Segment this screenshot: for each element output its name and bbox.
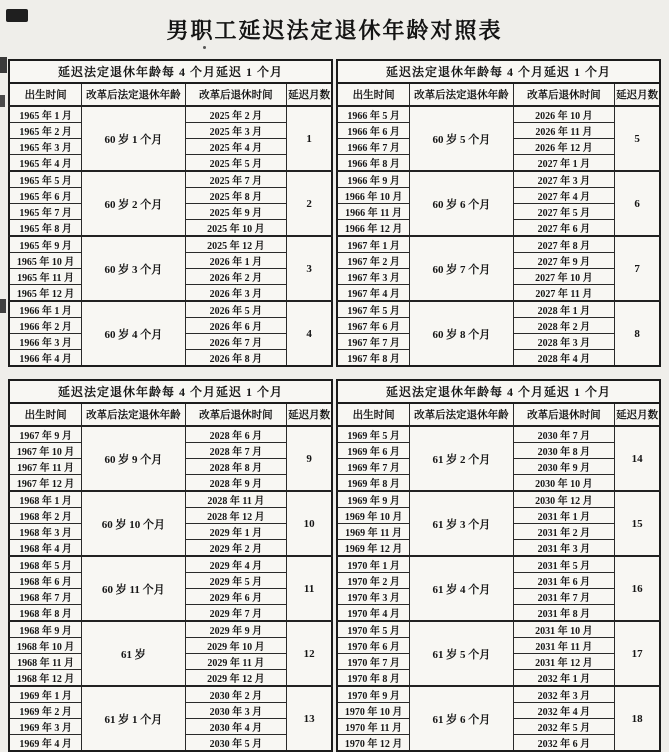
delay-months-cell: 6 (615, 171, 660, 236)
birth-date-cell: 1969 年 7 月 (337, 459, 410, 475)
retirement-date-cell: 2026 年 8 月 (185, 350, 287, 367)
table-row (9, 171, 332, 188)
retirement-date-cell: 2026 年 3 月 (185, 285, 287, 302)
table-row (337, 236, 660, 253)
retirement-age-cell: 61 岁 5 个月 (410, 621, 513, 686)
delay-months-cell: 13 (287, 686, 332, 751)
birth-date-cell: 1966 年 12 月 (337, 220, 410, 237)
delay-months-cell: 9 (287, 426, 332, 491)
retirement-table (8, 379, 333, 752)
panel-header-row (337, 60, 660, 83)
column-header-row (9, 403, 332, 426)
birth-date-cell: 1967 年 10 月 (9, 443, 82, 459)
scan-artifact (0, 57, 7, 73)
retirement-age-cell: 61 岁 2 个月 (410, 426, 513, 491)
birth-date-cell: 1965 年 12 月 (9, 285, 82, 302)
birth-date-cell: 1970 年 8 月 (337, 670, 410, 687)
table-row (9, 556, 332, 573)
retirement-date-cell: 2025 年 7 月 (185, 171, 287, 188)
table-row (9, 426, 332, 443)
retirement-date-cell: 2032 年 1 月 (513, 670, 615, 687)
scan-artifact (0, 95, 5, 107)
retirement-date-cell: 2027 年 9 月 (513, 253, 615, 269)
table-row (337, 171, 660, 188)
retirement-date-cell: 2028 年 7 月 (185, 443, 287, 459)
retirement-date-cell: 2031 年 11 月 (513, 638, 615, 654)
retirement-date-cell: 2029 年 5 月 (185, 573, 287, 589)
delay-months-cell: 11 (287, 556, 332, 621)
retirement-age-cell: 60 岁 11 个月 (82, 556, 185, 621)
retirement-date-cell: 2027 年 6 月 (513, 220, 615, 237)
retirement-date-cell: 2026 年 6 月 (185, 318, 287, 334)
retirement-date-cell: 2030 年 10 月 (513, 475, 615, 492)
retirement-age-cell: 60 岁 2 个月 (82, 171, 185, 236)
birth-date-cell: 1965 年 7 月 (9, 204, 82, 220)
table-panel-bottom-left (8, 379, 333, 752)
retirement-date-cell: 2031 年 1 月 (513, 508, 615, 524)
birth-date-cell: 1969 年 11 月 (337, 524, 410, 540)
retirement-date-cell: 2031 年 5 月 (513, 556, 615, 573)
retirement-date-cell: 2028 年 8 月 (185, 459, 287, 475)
retirement-date-cell: 2032 年 5 月 (513, 719, 615, 735)
birth-date-cell: 1966 年 1 月 (9, 301, 82, 318)
retirement-date-cell: 2026 年 5 月 (185, 301, 287, 318)
page-title: 男职工延迟法定退休年龄对照表 (166, 18, 503, 43)
birth-date-cell: 1967 年 12 月 (9, 475, 82, 492)
retirement-date-cell: 2030 年 3 月 (185, 703, 287, 719)
birth-date-cell: 1970 年 9 月 (337, 686, 410, 703)
retirement-date-cell: 2028 年 2 月 (513, 318, 615, 334)
retirement-date-cell: 2030 年 2 月 (185, 686, 287, 703)
birth-date-cell: 1965 年 4 月 (9, 155, 82, 172)
delay-months-cell: 8 (615, 301, 660, 366)
birth-date-cell: 1969 年 5 月 (337, 426, 410, 443)
birth-date-cell: 1966 年 9 月 (337, 171, 410, 188)
table-panel-bottom-right (336, 379, 661, 752)
retirement-date-cell: 2025 年 2 月 (185, 106, 287, 123)
column-header: 出生时间 (337, 403, 410, 426)
retirement-age-cell: 61 岁 4 个月 (410, 556, 513, 621)
table-row (337, 301, 660, 318)
retirement-date-cell: 2025 年 9 月 (185, 204, 287, 220)
retirement-age-cell: 60 岁 5 个月 (410, 106, 513, 171)
column-header-row (337, 403, 660, 426)
retirement-date-cell: 2030 年 8 月 (513, 443, 615, 459)
retirement-date-cell: 2029 年 7 月 (185, 605, 287, 622)
delay-months-cell: 15 (615, 491, 660, 556)
table-row (337, 491, 660, 508)
retirement-date-cell: 2028 年 6 月 (185, 426, 287, 443)
retirement-date-cell: 2031 年 2 月 (513, 524, 615, 540)
birth-date-cell: 1965 年 10 月 (9, 253, 82, 269)
retirement-date-cell: 2026 年 10 月 (513, 106, 615, 123)
scan-artifact (0, 299, 6, 313)
birth-date-cell: 1968 年 6 月 (9, 573, 82, 589)
birth-date-cell: 1969 年 12 月 (337, 540, 410, 557)
birth-date-cell: 1968 年 2 月 (9, 508, 82, 524)
retirement-date-cell: 2026 年 2 月 (185, 269, 287, 285)
retirement-date-cell: 2027 年 10 月 (513, 269, 615, 285)
retirement-date-cell: 2028 年 9 月 (185, 475, 287, 492)
retirement-date-cell: 2029 年 11 月 (185, 654, 287, 670)
table-row (9, 686, 332, 703)
birth-date-cell: 1969 年 8 月 (337, 475, 410, 492)
birth-date-cell: 1966 年 8 月 (337, 155, 410, 172)
retirement-date-cell: 2029 年 10 月 (185, 638, 287, 654)
birth-date-cell: 1968 年 12 月 (9, 670, 82, 687)
retirement-date-cell: 2032 年 6 月 (513, 735, 615, 752)
retirement-date-cell: 2028 年 4 月 (513, 350, 615, 367)
table-panel-top-right (336, 59, 661, 367)
retirement-date-cell: 2030 年 5 月 (185, 735, 287, 752)
birth-date-cell: 1966 年 2 月 (9, 318, 82, 334)
panel-header-row (9, 60, 332, 83)
table-row (9, 491, 332, 508)
delay-months-cell: 18 (615, 686, 660, 751)
retirement-date-cell: 2029 年 2 月 (185, 540, 287, 557)
birth-date-cell: 1970 年 3 月 (337, 589, 410, 605)
retirement-age-cell: 61 岁 6 个月 (410, 686, 513, 751)
retirement-date-cell: 2025 年 3 月 (185, 123, 287, 139)
retirement-age-cell: 60 岁 3 个月 (82, 236, 185, 301)
retirement-date-cell: 2029 年 4 月 (185, 556, 287, 573)
column-header-row (337, 83, 660, 106)
delay-months-cell: 12 (287, 621, 332, 686)
table-row (9, 236, 332, 253)
delay-months-cell: 14 (615, 426, 660, 491)
column-header: 改革后法定退休年龄 (82, 83, 185, 106)
retirement-date-cell: 2028 年 11 月 (185, 491, 287, 508)
column-header: 改革后法定退休年龄 (82, 403, 185, 426)
delay-months-cell: 16 (615, 556, 660, 621)
birth-date-cell: 1969 年 2 月 (9, 703, 82, 719)
table-row (337, 556, 660, 573)
retirement-date-cell: 2025 年 12 月 (185, 236, 287, 253)
birth-date-cell: 1968 年 8 月 (9, 605, 82, 622)
panel-header-row (337, 380, 660, 403)
scan-artifact (203, 46, 206, 49)
table-row (337, 106, 660, 123)
column-header: 延迟月数 (287, 83, 332, 106)
column-header: 改革后退休时间 (185, 83, 287, 106)
retirement-date-cell: 2032 年 3 月 (513, 686, 615, 703)
delay-months-cell: 2 (287, 171, 332, 236)
birth-date-cell: 1966 年 6 月 (337, 123, 410, 139)
retirement-date-cell: 2026 年 7 月 (185, 334, 287, 350)
retirement-table (336, 59, 661, 367)
panel-header: 延迟法定退休年龄每 4 个月延迟 1 个月 (9, 60, 332, 83)
retirement-age-cell: 60 岁 10 个月 (82, 491, 185, 556)
retirement-age-cell: 61 岁 3 个月 (410, 491, 513, 556)
retirement-date-cell: 2027 年 1 月 (513, 155, 615, 172)
retirement-date-cell: 2031 年 6 月 (513, 573, 615, 589)
birth-date-cell: 1967 年 7 月 (337, 334, 410, 350)
panel-header: 延迟法定退休年龄每 4 个月延迟 1 个月 (9, 380, 332, 403)
retirement-date-cell: 2031 年 12 月 (513, 654, 615, 670)
column-header: 延迟月数 (615, 83, 660, 106)
table-row (9, 621, 332, 638)
retirement-age-cell: 60 岁 1 个月 (82, 106, 185, 171)
birth-date-cell: 1970 年 10 月 (337, 703, 410, 719)
birth-date-cell: 1970 年 1 月 (337, 556, 410, 573)
retirement-date-cell: 2025 年 10 月 (185, 220, 287, 237)
birth-date-cell: 1965 年 1 月 (9, 106, 82, 123)
birth-date-cell: 1968 年 9 月 (9, 621, 82, 638)
retirement-age-cell: 60 岁 8 个月 (410, 301, 513, 366)
panel-header-row (9, 380, 332, 403)
birth-date-cell: 1968 年 7 月 (9, 589, 82, 605)
retirement-age-cell: 61 岁 1 个月 (82, 686, 185, 751)
column-header: 出生时间 (9, 83, 82, 106)
birth-date-cell: 1970 年 6 月 (337, 638, 410, 654)
table-section-bottom (8, 379, 661, 752)
scan-artifact (6, 9, 28, 22)
birth-date-cell: 1967 年 11 月 (9, 459, 82, 475)
delay-months-cell: 17 (615, 621, 660, 686)
birth-date-cell: 1969 年 6 月 (337, 443, 410, 459)
retirement-date-cell: 2029 年 9 月 (185, 621, 287, 638)
birth-date-cell: 1970 年 12 月 (337, 735, 410, 752)
birth-date-cell: 1967 年 6 月 (337, 318, 410, 334)
column-header: 改革后退休时间 (513, 403, 615, 426)
retirement-date-cell: 2030 年 4 月 (185, 719, 287, 735)
retirement-date-cell: 2028 年 12 月 (185, 508, 287, 524)
table-row (9, 301, 332, 318)
birth-date-cell: 1967 年 5 月 (337, 301, 410, 318)
table-row (337, 686, 660, 703)
birth-date-cell: 1967 年 4 月 (337, 285, 410, 302)
retirement-date-cell: 2030 年 9 月 (513, 459, 615, 475)
birth-date-cell: 1965 年 8 月 (9, 220, 82, 237)
birth-date-cell: 1969 年 1 月 (9, 686, 82, 703)
retirement-age-cell: 60 岁 6 个月 (410, 171, 513, 236)
birth-date-cell: 1968 年 3 月 (9, 524, 82, 540)
table-panel-top-left (8, 59, 333, 367)
delay-months-cell: 10 (287, 491, 332, 556)
retirement-date-cell: 2031 年 10 月 (513, 621, 615, 638)
retirement-date-cell: 2025 年 5 月 (185, 155, 287, 172)
retirement-table (336, 379, 661, 752)
retirement-date-cell: 2026 年 12 月 (513, 139, 615, 155)
retirement-date-cell: 2025 年 4 月 (185, 139, 287, 155)
retirement-table (8, 59, 333, 367)
birth-date-cell: 1965 年 3 月 (9, 139, 82, 155)
birth-date-cell: 1968 年 4 月 (9, 540, 82, 557)
retirement-date-cell: 2027 年 5 月 (513, 204, 615, 220)
column-header: 出生时间 (9, 403, 82, 426)
retirement-date-cell: 2028 年 1 月 (513, 301, 615, 318)
delay-months-cell: 1 (287, 106, 332, 171)
birth-date-cell: 1967 年 9 月 (9, 426, 82, 443)
retirement-date-cell: 2029 年 6 月 (185, 589, 287, 605)
birth-date-cell: 1967 年 2 月 (337, 253, 410, 269)
retirement-date-cell: 2027 年 8 月 (513, 236, 615, 253)
birth-date-cell: 1967 年 3 月 (337, 269, 410, 285)
delay-months-cell: 5 (615, 106, 660, 171)
retirement-date-cell: 2027 年 4 月 (513, 188, 615, 204)
birth-date-cell: 1969 年 3 月 (9, 719, 82, 735)
retirement-age-cell: 60 岁 4 个月 (82, 301, 185, 366)
delay-months-cell: 4 (287, 301, 332, 366)
birth-date-cell: 1965 年 5 月 (9, 171, 82, 188)
retirement-date-cell: 2027 年 11 月 (513, 285, 615, 302)
retirement-date-cell: 2031 年 8 月 (513, 605, 615, 622)
retirement-age-cell: 60 岁 7 个月 (410, 236, 513, 301)
birth-date-cell: 1965 年 11 月 (9, 269, 82, 285)
birth-date-cell: 1965 年 6 月 (9, 188, 82, 204)
panel-header: 延迟法定退休年龄每 4 个月延迟 1 个月 (337, 380, 660, 403)
birth-date-cell: 1968 年 10 月 (9, 638, 82, 654)
column-header: 出生时间 (337, 83, 410, 106)
delay-months-cell: 7 (615, 236, 660, 301)
birth-date-cell: 1966 年 7 月 (337, 139, 410, 155)
retirement-date-cell: 2028 年 3 月 (513, 334, 615, 350)
birth-date-cell: 1969 年 10 月 (337, 508, 410, 524)
birth-date-cell: 1967 年 8 月 (337, 350, 410, 367)
birth-date-cell: 1969 年 4 月 (9, 735, 82, 752)
birth-date-cell: 1966 年 4 月 (9, 350, 82, 367)
birth-date-cell: 1965 年 2 月 (9, 123, 82, 139)
column-header: 改革后退休时间 (513, 83, 615, 106)
delay-months-cell: 3 (287, 236, 332, 301)
retirement-date-cell: 2030 年 12 月 (513, 491, 615, 508)
retirement-date-cell: 2026 年 11 月 (513, 123, 615, 139)
retirement-date-cell: 2031 年 3 月 (513, 540, 615, 557)
birth-date-cell: 1966 年 5 月 (337, 106, 410, 123)
column-header: 延迟月数 (615, 403, 660, 426)
retirement-date-cell: 2031 年 7 月 (513, 589, 615, 605)
retirement-date-cell: 2025 年 8 月 (185, 188, 287, 204)
retirement-age-cell: 60 岁 9 个月 (82, 426, 185, 491)
birth-date-cell: 1968 年 11 月 (9, 654, 82, 670)
retirement-age-cell: 61 岁 (82, 621, 185, 686)
table-row (9, 106, 332, 123)
retirement-date-cell: 2026 年 1 月 (185, 253, 287, 269)
birth-date-cell: 1970 年 11 月 (337, 719, 410, 735)
birth-date-cell: 1970 年 2 月 (337, 573, 410, 589)
birth-date-cell: 1966 年 11 月 (337, 204, 410, 220)
birth-date-cell: 1967 年 1 月 (337, 236, 410, 253)
retirement-date-cell: 2027 年 3 月 (513, 171, 615, 188)
birth-date-cell: 1969 年 9 月 (337, 491, 410, 508)
birth-date-cell: 1968 年 1 月 (9, 491, 82, 508)
retirement-date-cell: 2029 年 12 月 (185, 670, 287, 687)
birth-date-cell: 1970 年 5 月 (337, 621, 410, 638)
table-row (337, 426, 660, 443)
panel-header: 延迟法定退休年龄每 4 个月延迟 1 个月 (337, 60, 660, 83)
retirement-date-cell: 2032 年 4 月 (513, 703, 615, 719)
birth-date-cell: 1966 年 10 月 (337, 188, 410, 204)
table-row (337, 621, 660, 638)
column-header: 延迟月数 (287, 403, 332, 426)
table-section-top (8, 59, 661, 367)
column-header: 改革后法定退休年龄 (410, 403, 513, 426)
column-header-row (9, 83, 332, 106)
column-header: 改革后法定退休年龄 (410, 83, 513, 106)
birth-date-cell: 1970 年 4 月 (337, 605, 410, 622)
birth-date-cell: 1968 年 5 月 (9, 556, 82, 573)
birth-date-cell: 1965 年 9 月 (9, 236, 82, 253)
birth-date-cell: 1970 年 7 月 (337, 654, 410, 670)
retirement-date-cell: 2029 年 1 月 (185, 524, 287, 540)
birth-date-cell: 1966 年 3 月 (9, 334, 82, 350)
column-header: 改革后退休时间 (185, 403, 287, 426)
retirement-date-cell: 2030 年 7 月 (513, 426, 615, 443)
